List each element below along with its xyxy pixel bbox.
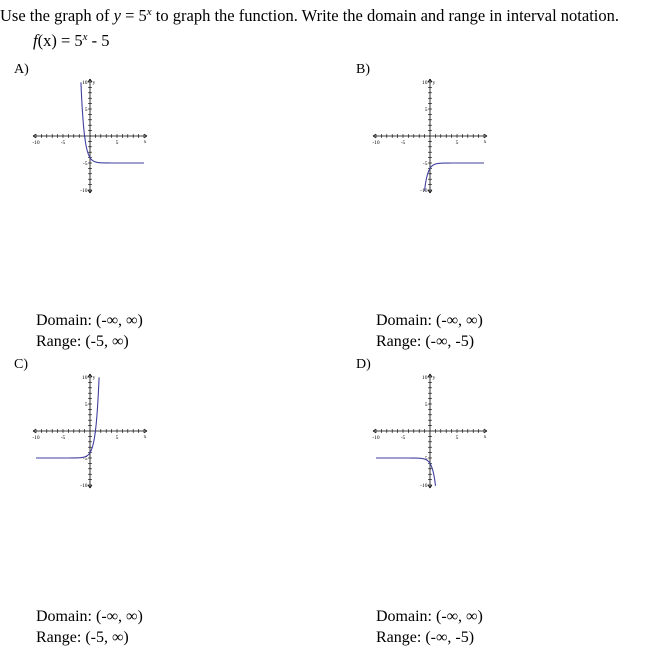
y-axis-label: y bbox=[432, 80, 436, 86]
function-curve bbox=[376, 458, 436, 486]
x-axis-label: x bbox=[483, 139, 487, 145]
y-tick-label: -10 bbox=[80, 188, 88, 194]
x-tick-label: 5 bbox=[115, 140, 119, 146]
option-c-domain: Domain: (-∞, ∞) bbox=[36, 608, 143, 625]
y-tick-label: -10 bbox=[420, 483, 428, 489]
y-tick-label: -5 bbox=[82, 456, 88, 462]
y-tick-label: 5 bbox=[84, 107, 88, 113]
y-tick-label: 10 bbox=[422, 375, 428, 381]
option-c-graph bbox=[30, 371, 160, 491]
option-b-domain: Domain: (-∞, ∞) bbox=[376, 312, 483, 329]
option-c-label[interactable]: C) bbox=[14, 357, 28, 372]
option-a-graph bbox=[30, 76, 160, 196]
option-a-domain: Domain: (-∞, ∞) bbox=[36, 312, 143, 329]
y-axis-label: y bbox=[92, 80, 96, 86]
x-tick-label: -5 bbox=[400, 435, 406, 441]
y-tick-label: -5 bbox=[422, 161, 428, 167]
option-a-label[interactable]: A) bbox=[14, 62, 29, 77]
question-text: Use the graph of $y = 5^x$ to graph the function. Write the domain and range in interval notation. bbox=[0, 6, 619, 25]
y-axis-label: y bbox=[432, 375, 436, 381]
x-axis-label: x bbox=[143, 139, 147, 145]
option-d-domain: Domain: (-∞, ∞) bbox=[376, 608, 483, 625]
x-tick-label: 5 bbox=[455, 140, 459, 146]
y-tick-label: -5 bbox=[82, 161, 88, 167]
x-tick-label: -10 bbox=[32, 140, 40, 146]
function-curve bbox=[424, 163, 484, 191]
option-c-range: Range: (-5, ∞) bbox=[36, 629, 129, 646]
y-tick-label: 10 bbox=[82, 375, 88, 381]
x-tick-label: 5 bbox=[455, 435, 459, 441]
x-tick-label: -10 bbox=[372, 435, 380, 441]
y-tick-label: 5 bbox=[424, 402, 428, 408]
option-b-graph bbox=[370, 76, 500, 196]
function-definition: $f(x) = 5^x - 5$ bbox=[33, 31, 110, 50]
option-b-label[interactable]: B) bbox=[356, 62, 370, 77]
y-tick-label: 10 bbox=[82, 80, 88, 86]
x-tick-label: -5 bbox=[60, 435, 66, 441]
x-tick-label: -5 bbox=[400, 140, 406, 146]
y-tick-label: -10 bbox=[420, 188, 428, 194]
y-tick-label: -10 bbox=[80, 483, 88, 489]
option-a-range: Range: (-5, ∞) bbox=[36, 333, 129, 350]
x-tick-label: -10 bbox=[372, 140, 380, 146]
y-tick-label: 5 bbox=[84, 402, 88, 408]
x-axis-label: x bbox=[143, 434, 147, 440]
x-tick-label: -10 bbox=[32, 435, 40, 441]
y-axis-label: y bbox=[92, 375, 96, 381]
x-tick-label: -5 bbox=[60, 140, 66, 146]
y-tick-label: -5 bbox=[422, 456, 428, 462]
x-axis-label: x bbox=[483, 434, 487, 440]
option-d-graph bbox=[370, 371, 500, 491]
option-d-label[interactable]: D) bbox=[356, 357, 371, 372]
x-tick-label: 5 bbox=[115, 435, 119, 441]
option-b-range: Range: (-∞, -5) bbox=[376, 333, 475, 350]
y-tick-label: 10 bbox=[422, 80, 428, 86]
option-d-range: Range: (-∞, -5) bbox=[376, 629, 475, 646]
y-tick-label: 5 bbox=[424, 107, 428, 113]
